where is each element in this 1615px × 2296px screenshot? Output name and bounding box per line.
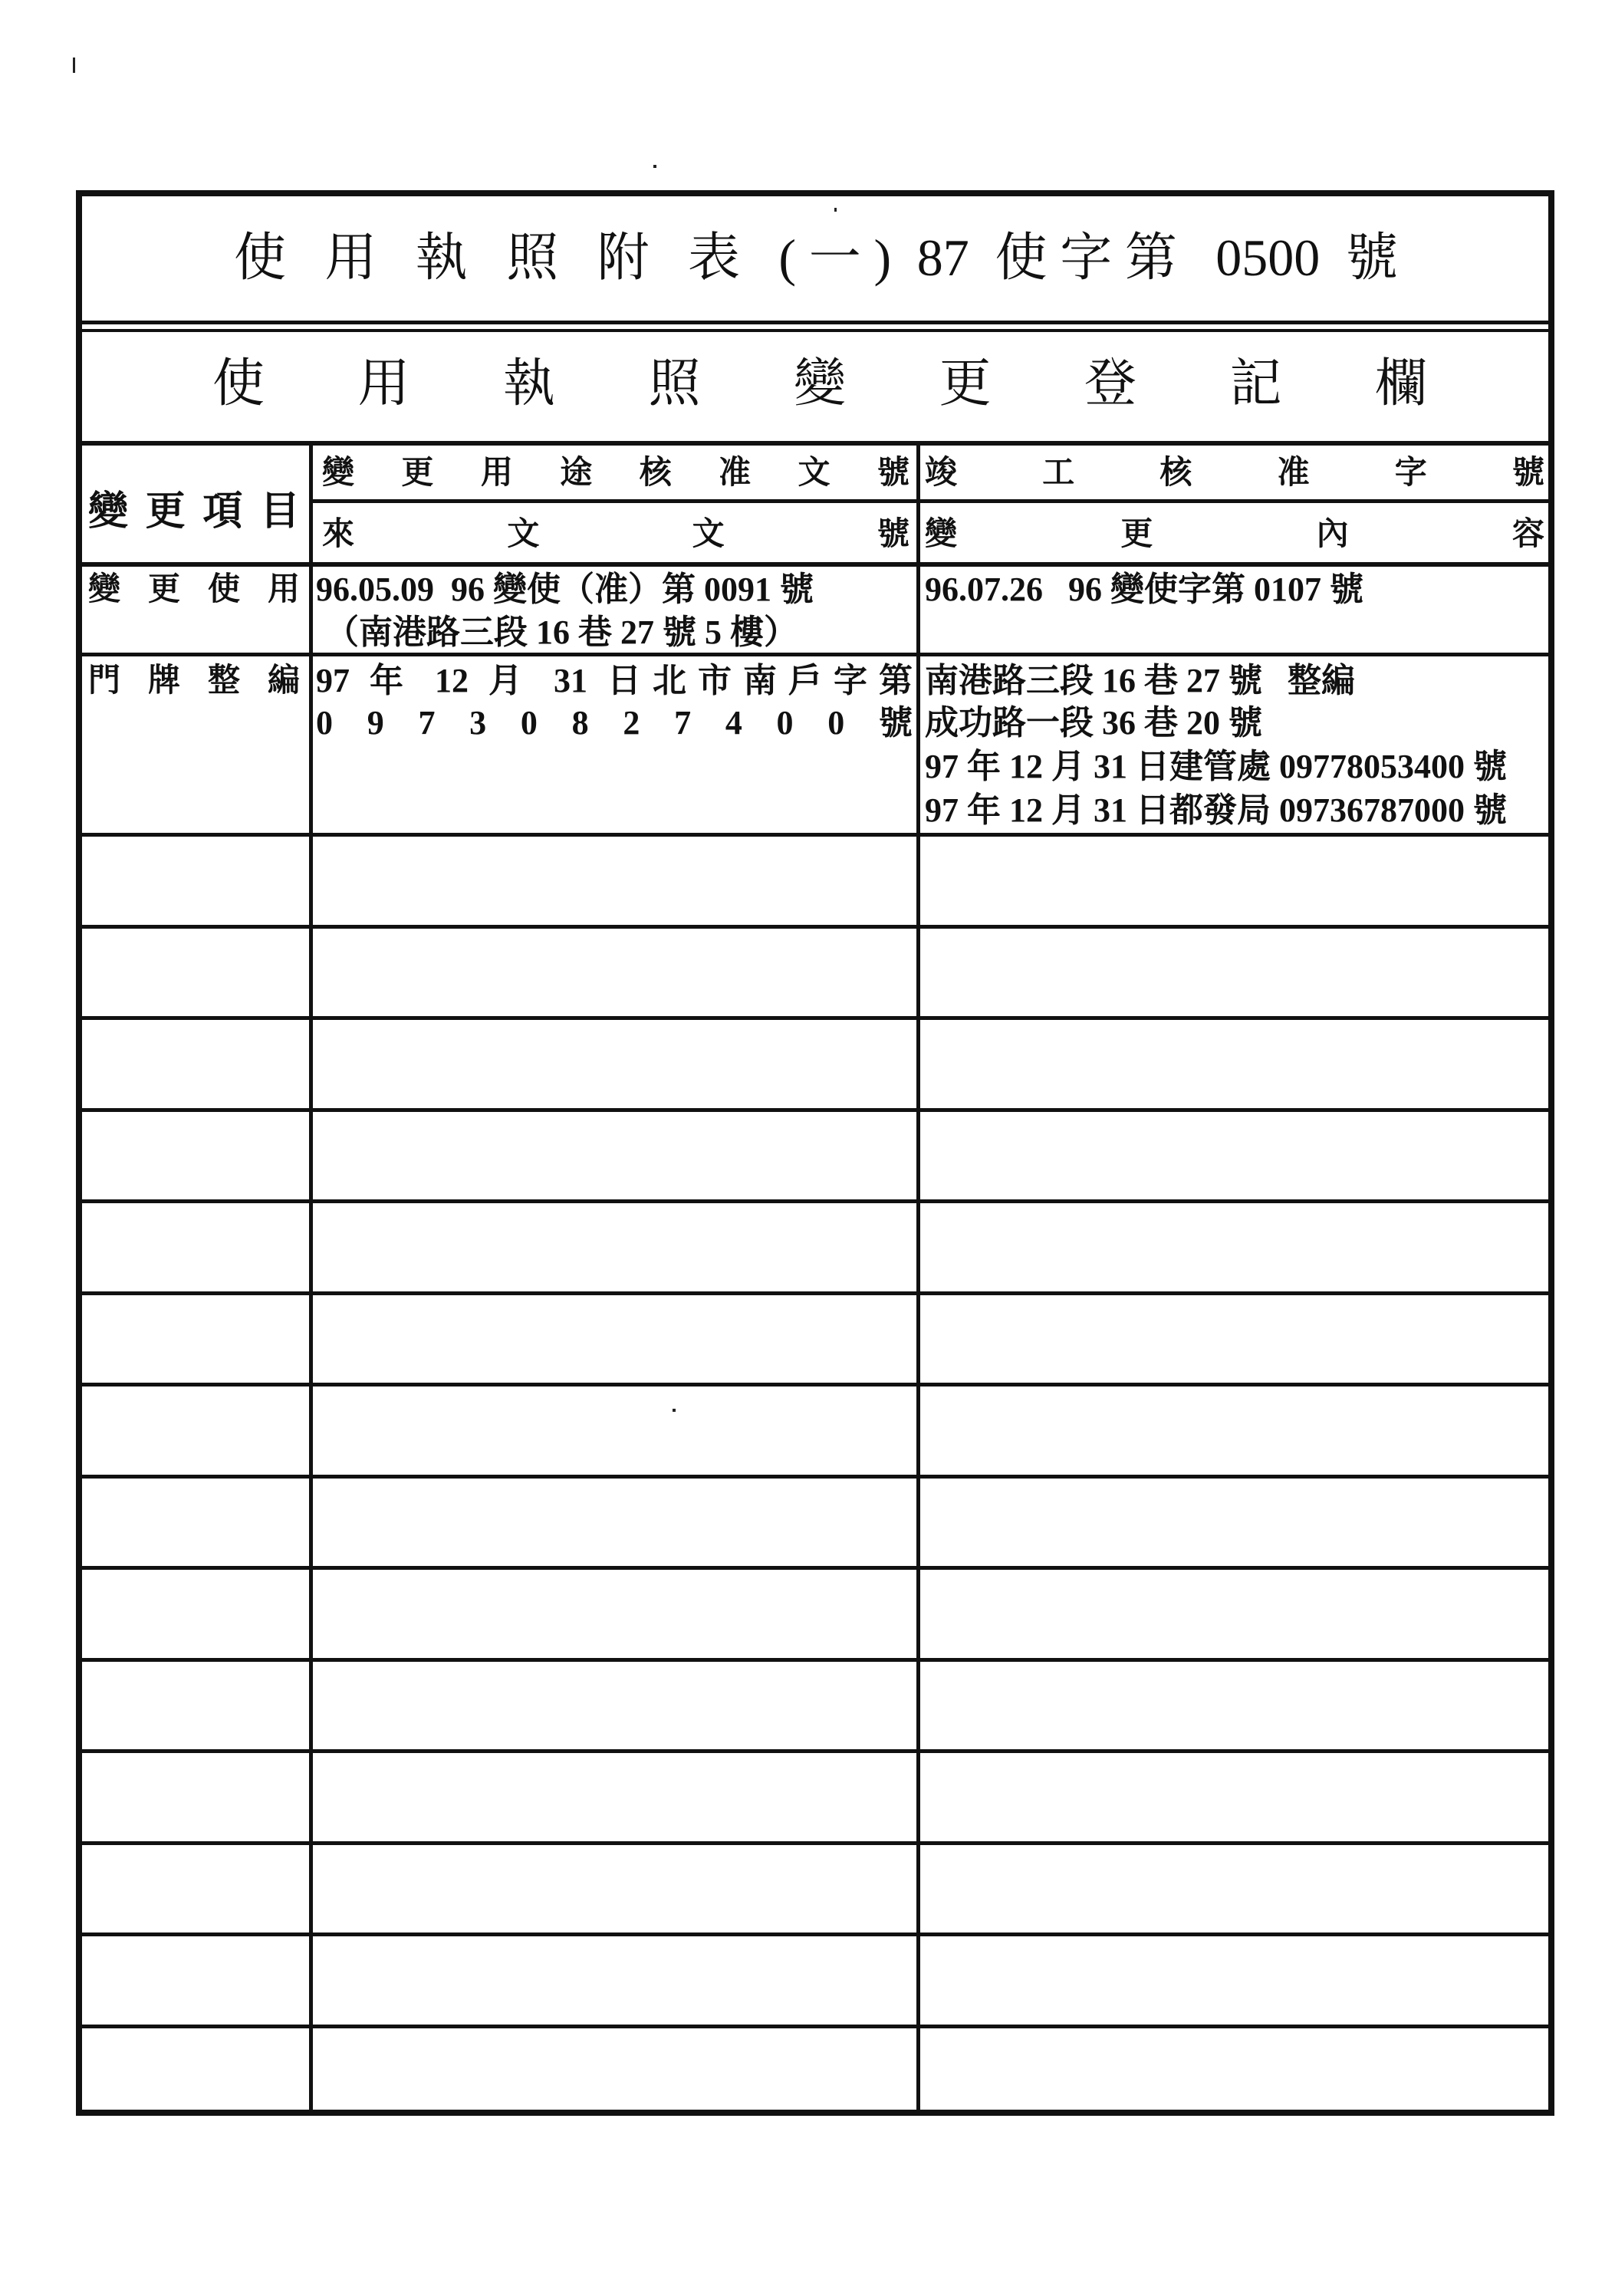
use-permit-appendix-form xyxy=(76,190,1554,2116)
header-change-content: 變 更 內 容 xyxy=(925,517,1544,552)
row-change-content-line: 成功路一段 36 巷 20 號 xyxy=(925,704,1262,742)
row-approval-doc-line: （南港路三段 16 巷 27 號 5 樓） xyxy=(325,613,798,651)
row-change-item: 變 更 使 用 xyxy=(88,572,300,607)
row-change-content-line: 97 年 12 月 31 日建管處 09778053400 號 xyxy=(925,748,1507,785)
row-change-content-line: 97 年 12 月 31 日都發局 09736787000 號 xyxy=(925,791,1507,829)
row-change-content-line: 南港路三段 16 巷 27 號 整編 xyxy=(925,662,1355,699)
scan-mark xyxy=(73,58,75,73)
row-approval-doc-line: 0 9 7 3 0 8 2 7 4 0 0 號 xyxy=(316,704,913,742)
header-change-item: 變 更 項 目 xyxy=(88,490,300,534)
section-title: 使 用 執 照 變 更 登 記 欄 xyxy=(212,354,1427,413)
header-approval-doc-no: 變 更 用 途 核 准 文 號 xyxy=(322,456,909,491)
row-approval-doc-line: 97 年 12 月 31 日北市南戶字第 xyxy=(316,662,913,699)
row-approval-doc-line: 96.05.09 96 變使（准）第 0091 號 xyxy=(316,571,814,608)
form-outer-border xyxy=(76,190,1554,2116)
row-change-item: 門 牌 整 編 xyxy=(88,663,300,699)
scan-speck xyxy=(653,165,656,168)
header-completion-approval-no: 竣 工 核 准 字 號 xyxy=(925,456,1544,491)
header-incoming-doc-no: 來 文 文 號 xyxy=(322,517,909,552)
row-change-content-line: 96.07.26 96 變使字第 0107 號 xyxy=(925,571,1363,608)
form-title: 使 用 執 照 附 表 (一) 87 使字第 0500 號 xyxy=(234,229,1398,287)
